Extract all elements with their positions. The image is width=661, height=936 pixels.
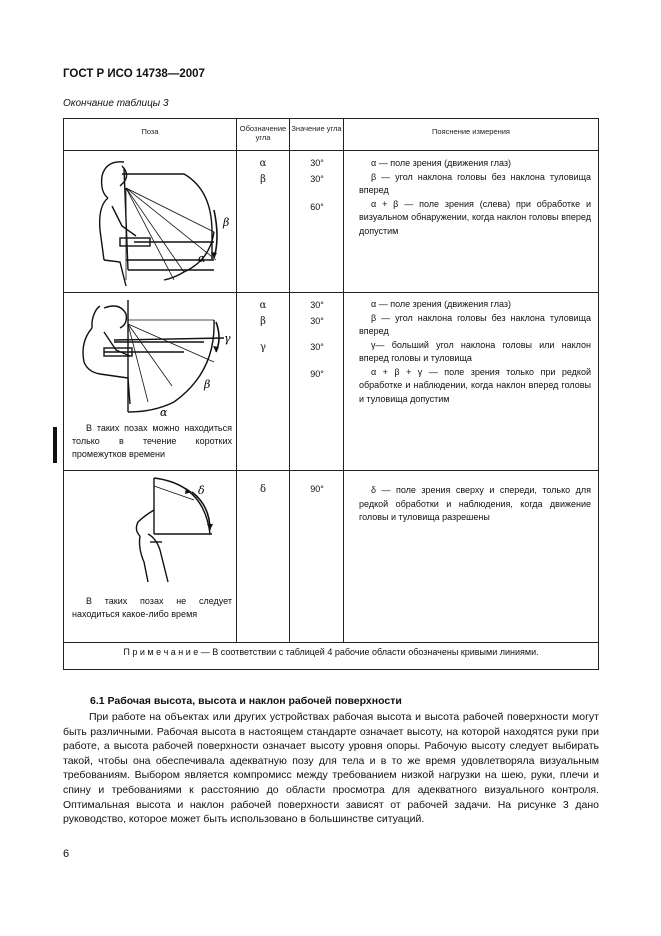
angle-value: 30° xyxy=(310,300,324,310)
explanation-text: δ — поле зрения сверху и спереди, только для редкой обработки и наблюдения, когда движение головы и туловища разрешены xyxy=(359,485,591,522)
overhead-posture-figure xyxy=(64,470,236,590)
col-header-posture: Поза xyxy=(141,127,159,136)
figure-label-alpha: α xyxy=(198,252,206,265)
col-divider xyxy=(236,119,237,643)
table xyxy=(63,118,599,670)
leaning-posture-figure xyxy=(64,292,236,420)
angle-symbol: γ xyxy=(260,342,266,353)
explanation-text: α — поле зрения (движения глаз) β — угол наклона головы без наклона туловища вперед α + β — поле зрения (слева) при обработке и визуальном обнаружении, когда наклон головы вперед допустим xyxy=(359,158,591,236)
figure-label-alpha: α xyxy=(160,406,168,419)
row-divider xyxy=(64,642,598,643)
angle-symbol: β xyxy=(260,316,266,327)
angle-symbol: α xyxy=(259,300,267,311)
table-note: П р и м е ч а н и е — В соответствии с таблицей 4 рабочие области обозначены кривыми линиями. xyxy=(123,647,539,657)
col-divider xyxy=(289,119,290,643)
posture-caption: В таких позах можно находиться только в течение коротких промежутков времени xyxy=(72,423,232,459)
section-title: 6.1 Рабочая высота, высота и наклон рабочей поверхности xyxy=(90,695,402,707)
angle-value: 90° xyxy=(310,369,324,379)
angle-value: 30° xyxy=(310,158,324,168)
angle-value: 60° xyxy=(310,202,324,212)
figure-label-beta: β xyxy=(204,378,211,391)
angle-symbol: β xyxy=(260,174,266,185)
posture-caption: В таких позах не следует находиться какое-либо время xyxy=(72,596,232,619)
angle-value: 30° xyxy=(310,342,324,352)
section-paragraph: При работе на объектах или других устройствах рабочая высота и высота рабочей поверхности могут быть различными. Рабочая высота в настоящем стандарте означает высоту, на которой находятся руки при работе, а высота рабочей поверхности означает высоту уровня опоры. Рабочую высоту следует выбирать такой, чтобы она обеспечивала адекватную позу для тела и в то же время удовлетворяла визуальным требованиям. Выбором является компромисс между требованием низкой нагрузки на шею, руки, плечи и спину и требованиями к расстоянию до области просмотра для адекватного визуального контроля. Оптимальная высота и наклон рабочей поверхности зависят от рабочей задачи. На рисунке 3 дано руководство, которое может быть использовано в большинстве ситуаций. xyxy=(63,711,599,826)
table-caption: Окончание таблицы 3 xyxy=(63,98,169,109)
col-header-explanation: Пояснение измерения xyxy=(432,127,510,136)
angle-value: 90° xyxy=(310,484,324,494)
col-divider xyxy=(343,119,344,643)
figure-label-gamma: γ xyxy=(224,332,231,345)
figure-label-beta: β xyxy=(223,216,230,229)
angle-value: 30° xyxy=(310,174,324,184)
col-header-angle-symbol: Обозначение угла xyxy=(239,124,287,142)
figure-label-delta: δ xyxy=(198,484,205,497)
angle-symbol: δ xyxy=(259,484,267,495)
change-marker xyxy=(53,427,57,463)
col-header-angle-value: Значение угла xyxy=(291,124,342,133)
page-number: 6 xyxy=(63,848,70,860)
explanation-text: α — поле зрения (движения глаз) β — угол наклона головы без наклона туловища вперед γ— больший угол наклона головы или наклон вперед головы и туловища α + β + γ — поле зрения только при редкой обработке и наблюдении, когда наклон вперед головы и туловища допустим xyxy=(359,299,591,404)
seated-posture-figure xyxy=(64,150,236,292)
angle-symbol: α xyxy=(259,158,267,169)
angle-value: 30° xyxy=(310,316,324,326)
standard-code: ГОСТ Р ИСО 14738—2007 xyxy=(63,68,205,80)
